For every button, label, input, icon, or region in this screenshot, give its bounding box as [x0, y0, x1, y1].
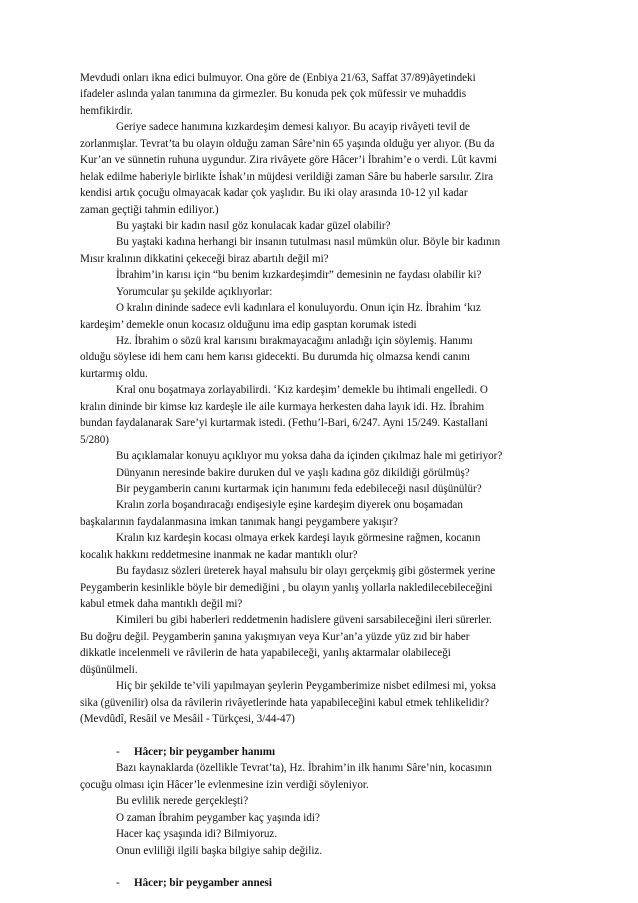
text-line: Bazı kaynaklarda (özellikle Tevrat’ta), Hz. İbrahim’in ilk hanımı Sâre’nin, kocasının — [116, 762, 492, 775]
text-line: olduğu söylese idi hem canı hem karısı gidecekti. Bu durumda hiç olmazsa kendi canını — [80, 351, 471, 364]
text-line: düşünülmeli. — [80, 663, 138, 676]
text-line: kendisi artık çocuğu olmayacak kadar çok yaşlıdır. Bu iki olay arasında 10-12 yıl kadar — [80, 187, 468, 200]
text-line: helak edilme haberiyle birlikte İshak’ın müjdesi verildiği zaman Sâre bu haberle sarsılır. Zira — [80, 170, 494, 183]
text-line: hemfikirdir. — [80, 104, 133, 117]
section-title: Hâcer; bir peygamber hanımı — [134, 745, 276, 758]
text-line: başkalarının faydalanmasına imkan tanımak hangi peygambere yakışır? — [80, 515, 398, 528]
text-line: Bu faydasız sözleri üreterek hayal mahsulu bir olayı gerçekmiş gibi göstermek yerine — [116, 565, 496, 578]
text-line: sika (güvenilir) olsa da râvilerin rivâyetlerinde hata yapabileceğini kabul etmek tehlikelidir? — [80, 696, 490, 709]
text-line: ifadeler aslında yalan tanımına da girmezler. Bu konuda pek çok müfessir ve muhaddis — [80, 88, 467, 101]
text-line: Bir peygamberin canını kurtarmak için hanımını feda edebileceği nasıl düşünülür? — [116, 482, 482, 495]
text-line: Onun evliliği ilgili başka bilgiye sahip değiliz. — [116, 844, 323, 857]
text-line: Hacer kaç ysaşında idi? Bilmiyoruz. — [116, 828, 278, 841]
paragraph-gap — [80, 728, 566, 744]
text-line: Mevdudi onları ikna edici bulmuyor. Ona göre de (Enbiya 21/63, Saffat 37/89)âyetindeki — [80, 72, 476, 84]
text-line: Kur’an ve sünnetin ruhuna uygundur. Zira rivâyete göre Hâcer’i İbrahim’e o verdi. Lût kavmi — [80, 154, 498, 167]
section-heading — [80, 744, 566, 760]
section-body — [80, 760, 566, 859]
body-text — [80, 70, 566, 728]
text-line: Bu doğru değil. Peygamberin şanına yakışmıyan veya Kur’an’a yüzde yüz zıd bir haber — [80, 630, 470, 643]
text-line: kralın dininde bir kimse kız kardeşle ile aile kurmaya herkesten daha layık idi. Hz. İbrahim — [80, 400, 485, 413]
section-heading — [80, 875, 566, 891]
text-line: 5/280) — [80, 433, 109, 446]
text-line: Bu yaştaki kadına herhangi bir insanın tutulması nasıl mümkün olur. Böyle bir kadının — [116, 236, 501, 249]
text-line: O zaman İbrahim peygamber kaç yaşında idi? — [116, 811, 320, 824]
section-title: Hâcer; bir peygamber annesi — [134, 877, 272, 890]
text-line: Bu yaştaki bir kadın nasıl göz konulacak kadar güzel olabilir? — [116, 219, 391, 232]
text-line: Yorumcular şu şekilde açıklıyorlar: — [116, 285, 273, 298]
text-line: Kralın zorla boşandıracağı endişesiyle eşine kardeşim diyerek onu boşamadan — [116, 499, 463, 512]
text-line: Bu açıklamalar konuyu açıklıyor mu yoksa daha da içinden çıkılmaz hale mi getiriyor? — [116, 450, 503, 463]
text-line: dikkatle incelenmeli ve râvilerin de hata yapabileceği, yanlış aktarmalar olabileceği — [80, 647, 451, 660]
document-page — [80, 70, 566, 892]
text-line: Kral onu boşatmaya zorlayabilirdi. ‘Kız kardeşim’ demekle bu ihtimali engelledi. O — [116, 384, 488, 397]
text-line: kabul etmek daha mantıklı değil mi? — [80, 598, 243, 610]
text-line: Hz. İbrahim o sözü kral karısını bırakmayacağını anladığı için söylemiş. Hanımı — [116, 335, 473, 347]
text-line: Kralın kız kardeşin kocası olmaya erkek kardeşi layık görmesine rağmen, kocanın — [116, 532, 481, 545]
text-line: Peygamberin kesinlikle böyle bir demediğini , bu olayın yanlış yollarla nakledilecebileceğini — [80, 581, 493, 594]
text-line: O kralın dininde sadece evli kadınlara el konuluyordu. Onun için Hz. İbrahim ‘kız — [116, 302, 481, 315]
text-line: Hiç bir şekilde te’vili yapılmayan şeylerin Peygamberimize nisbet edilmesi mi, yoksa — [116, 680, 496, 693]
text-line: Kimileri bu gibi haberleri reddetmenin hadislere güveni sarsabileceğini ileri sürerler. — [116, 614, 492, 627]
bullet-dash: - — [116, 745, 120, 758]
text-line: zorlanmışlar. Tevrat’ta bu olayın olduğu zaman Sâre’nin 65 yaşında olduğu yer alıyor. (Bu da — [80, 137, 495, 150]
text-line: kardeşim’ demekle onun kocasız olduğunu ima edip gasptan korumak istedi — [80, 318, 417, 331]
text-line: (Mevdûdî, Resâil ve Mesâil - Türkçesi, 3/44-47) — [80, 713, 295, 726]
text-line: Bu evlilik nerede gerçekleşti? — [116, 795, 249, 808]
text-line: kurtarmış oldu. — [80, 367, 148, 380]
text-line: çocuğu olması için Hâcer’le evlenmesine izin verdiği söyleniyor. — [80, 778, 369, 791]
text-line: Dünyanın neresinde bakire duruken dul ve yaşlı kadına göz dikildiği görülmüş? — [116, 466, 470, 479]
text-line: bundan faydalanarak Sare’yi kurtarmak istedi. (Fethu’l-Bari, 6/247. Ayni 15/249. Kastallani — [80, 417, 488, 430]
paragraph-gap — [80, 859, 566, 875]
text-line: Geriye sadece hanımına kızkardeşim demesi kalıyor. Bu acayip rivâyeti tevil de — [116, 121, 470, 134]
text-line: Mısır kralının dikkatini çekeceği biraz abartılı değil mi? — [80, 252, 329, 265]
text-line: zaman geçtiği tahmin ediliyor.) — [80, 203, 219, 216]
bullet-dash: - — [116, 877, 120, 890]
text-line: kocalık hakkını reddetmesine inanmak ne kadar mantıklı olur? — [80, 548, 358, 561]
text-line: İbrahim’in karısı için “bu benim kızkardeşimdir” demesinin ne faydası olabilir ki? — [116, 269, 482, 282]
